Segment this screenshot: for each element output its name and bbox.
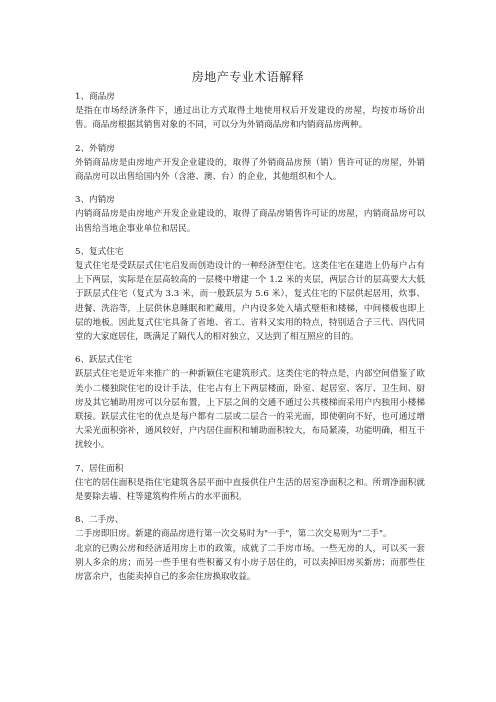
- section-heading: 6、跃层式住宅: [75, 355, 133, 366]
- section-paragraph: 北京的已购公房和经济适用房上市的政策，成就了二手房市场。一些无房的人，可以买一套别人多余的房；而另一些手里有些积蓄又有小房子居住的，可以卖掉旧房买新房；而那些住房富余户，也能卖掉自己的多余住房换取收益。: [75, 543, 425, 583]
- section-paragraph: 二手房即旧房。新建的商品房进行第一次交易时为"一手"，第二次交易则为"二手"。: [75, 529, 392, 540]
- section-paragraph: 是指在市场经济条件下，通过出让方式取得土地使用权后开发建设的房屋，均按市场价出售。商品房根据其销售对象的不同，可以分为外销商品房和内销商品房两种。: [75, 106, 425, 131]
- document-body: [75, 90, 425, 593]
- document-title: 房地产专业术语解释: [191, 70, 305, 84]
- section-2: [75, 142, 425, 185]
- section-heading: 3、内销房: [75, 195, 115, 206]
- section-paragraph: 外销商品房是由房地产开发企业建设的，取得了外销商品房预（销）售许可证的房屋，外销商品房可以出售给国内外（含港、澳、台）的企业，其他组织和个人。: [75, 157, 425, 183]
- section-5: [75, 245, 425, 344]
- section-heading: 7、居住面积: [75, 463, 124, 474]
- section-heading: 1、商品房: [75, 92, 115, 102]
- section-paragraph: 复式住宅是受跃层式住宅启发而创造设计的一种经济型住宅。这类住宅在建造上仍每户占有上下两层，实际是在层高较高的一层楼中增建一个 1.2 米的夹层，两层合计的层高要大大低于跃层式住宅（复式为 3.3 米，而一般跃层为 5.6 米），复式住宅的下层供起居用，炊事、进餐、洗浴等，上层供休息睡眠和贮藏用，户内设多处入墙式壁柜和楼梯，中间楼板也即上层的地板。因此复式住宅具备了省地、省工、省料又实用的特点，特别适合子三代、四代同堂的大家庭居住，既满足了隔代人的相对独立，又达到了相互照应的目的。: [75, 261, 425, 343]
- section-1: [75, 90, 425, 133]
- section-heading: 5、复式住宅: [75, 246, 124, 257]
- section-heading: 2、外销房: [75, 143, 115, 154]
- section-3: [75, 193, 425, 236]
- section-6: [75, 353, 425, 452]
- section-paragraph: 跃层式住宅是近年来推广的一种新颖住宅建筑形式。这类住宅的特点是，内部空间借鉴了欧美小二楼独院住宅的设计手法，住宅占有上下两层楼面，卧室、起居室、客厅、卫生间、厨房及其它辅助用房可以分层布置，上下层之间的交通不通过公共楼梯而采用户内独用小楼梯联接。跃层式住宅的优点是每户都有二层或二层合一的采光面，即使朝向不好，也可通过增大采光面积弥补，通风较好，户内居住面积和辅助面积较大，布局紧凑，功能明确，相互干扰较小。: [75, 369, 425, 451]
- section-paragraph: 内销商品房是由房地产开发企业建设的，取得了商品房销售许可证的房屋，内销商品房可以出售给当地企事业单位和居民。: [75, 209, 425, 234]
- section-7: [75, 462, 425, 505]
- section-paragraph: 住宅的居住面积是指住宅建筑各层平面中直接供住户生活的居室净面积之和。所谓净面积就是要除去墙、柱等建筑构件所占的水平面积。: [75, 477, 425, 503]
- section-8: [75, 513, 425, 584]
- section-heading: 8、二手房、: [75, 515, 124, 526]
